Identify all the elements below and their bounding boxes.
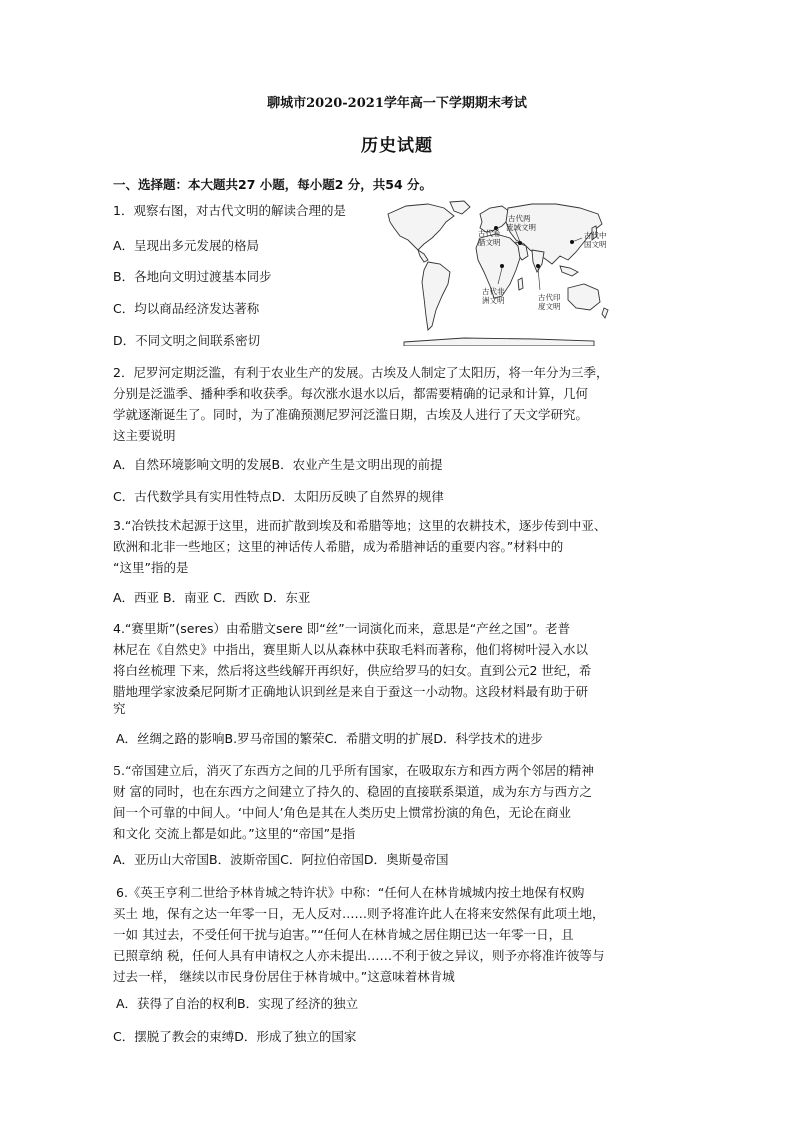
q6-line-3: 一如 其过去，不受任何干扰与迫害。”“任何人在林肯城之居住期已达一年零一日，且 [113,927,574,942]
q1-option-b: B．各地向文明过渡基本同步 [113,269,272,284]
section-heading: 一、选择题：本大题共27 小题，每小题2 分，共54 分。 [113,177,433,192]
new-zealand-shape [602,308,608,318]
ancient-civilizations-world-map [384,198,612,346]
southeast-asia-islands-shape [560,266,578,276]
australia-shape [568,284,600,310]
q6-line-1: 6.《英王亨利二世给予林肯城之特许状》中称：“任何人在林肯城城内按土地保有权购 [116,885,585,900]
subject-title: 历史试题 [361,136,433,156]
central-america-shape [418,250,428,262]
map-label-africa-2: 洲文明 [482,296,505,305]
q1-option-a: A．呈现出多元发展的格局 [113,238,260,253]
q6-options-ab: A．获得了自治的权利B．实现了经济的独立 [116,996,359,1011]
greenland-shape [450,201,470,214]
q1-option-c: C．均以商品经济发达著称 [113,301,260,316]
q4-line-5: 究 [113,701,126,716]
map-label-india-2: 度文明 [538,302,561,311]
q2-line-3: 学就逐渐诞生了。同时，为了准确预测尼罗河泛滥日期，古埃及人进行了天文学研究。 [113,407,589,422]
map-label-mesopotamia-2: 流域文明 [506,223,536,232]
antarctica-shape [404,338,594,346]
q4-line-2: 林尼在《自然史》中指出，赛里斯人以从森林中获取毛料而著称，他们将树叶浸入水以 [113,642,589,657]
q4-options: A．丝绸之路的影响B.罗马帝国的繁荣C．希腊文明的扩展D．科学技术的进步 [116,731,543,746]
q5-line-3: 间一个可靠的中间人。‘中间人’角色是其在人类历史上惯常扮演的角色，无论在商业 [113,805,571,820]
map-label-china-1: 古代中 [584,231,607,240]
q5-line-2: 财 富的同时，也在东西方之间建立了持久的、稳固的直接联系渠道，成为东方与西方之 [113,784,592,799]
q2-options-ab: A．自然环境影响文明的发展B．农业产生是文明出现的前提 [113,457,443,472]
map-label-greece-2: 腊文明 [478,238,501,247]
q3-line-3: “这里”指的是 [113,560,189,575]
exam-title: 聊城市2020-2021学年高一下学期期末考试 [267,96,527,111]
q5-line-4: 和文化 交流上都是如此。”这里的“帝国”是指 [113,826,356,841]
q5-line-1: 5.“帝国建立后，消灭了东西方之间的几乎所有国家，在吸取东方和西方两个邻居的精神 [113,763,594,778]
map-label-china-2: 国文明 [584,240,607,249]
q6-options-cd: C．摆脱了教会的束缚D．形成了独立的国家 [113,1029,357,1044]
map-label-india-1: 古代印 [538,293,561,302]
q2-line-4: 这主要说明 [113,428,176,443]
map-label-africa-1: 古代非 [482,287,505,296]
q3-options: A．西亚 B．南亚 C．西欧 D．东亚 [113,590,311,605]
north-america-shape [388,204,454,250]
q6-line-4: 已照章纳 税，任何人具有申请权之人亦未提出……不利于彼之异议，则予亦将准许彼等与 [113,948,605,963]
q2-options-cd: C．古代数学具有实用性特点D．太阳历反映了自然界的规律 [113,489,444,504]
q3-line-1: 3.“冶铁技术起源于这里，进而扩散到埃及和希腊等地；这里的农耕技术，逐步传到中亚、 [113,518,607,533]
q1-stem: 1．观察右图，对古代文明的解读合理的是 [113,203,346,218]
madagascar-shape [518,278,523,290]
q2-line-1: 2．尼罗河定期泛滥，有利于农业生产的发展。古埃及人制定了太阳历，将一年分为三季， [113,365,609,380]
south-america-shape [422,262,450,330]
q4-line-3: 将白丝梳理 下来，然后将这些线解开再织好，供应给罗马的妇女。直到公元2 世纪，希 [113,663,592,678]
q3-line-2: 欧洲和北非一些地区；这里的神话传人希腊，成为希腊神话的重要内容。”材料中的 [113,539,564,554]
q2-line-2: 分别是泛滥季、播种季和收获季。每次涨水退水以后，都需要精确的记录和计算，几何 [113,386,589,401]
q1-option-d: D．不同文明之间联系密切 [113,333,261,348]
q5-options: A．亚历山大帝国B．波斯帝国C．阿拉伯帝国D．奥斯曼帝国 [113,852,449,867]
q6-line-5: 过去一样， 继续以市民身份居住于林肯城中。”这意味着林肯城 [113,969,455,984]
q4-line-4: 腊地理学家波桑尼阿斯才正确地认识到丝是来自于蚕这一小动物。这段材料最有助于研 [113,684,589,699]
q6-line-2: 买土 地，保有之达一年零一日，无人反对……则予将准许此人在将来安然保有此项土地， [113,906,605,921]
map-label-mesopotamia-1: 古代两 [508,214,531,223]
map-label-greece-1: 古代希 [478,229,501,238]
q4-line-1: 4.“赛里斯”(seres）由希腊文sere 即“丝”一词演化而来，意思是“产丝之国”。老普 [113,621,571,636]
